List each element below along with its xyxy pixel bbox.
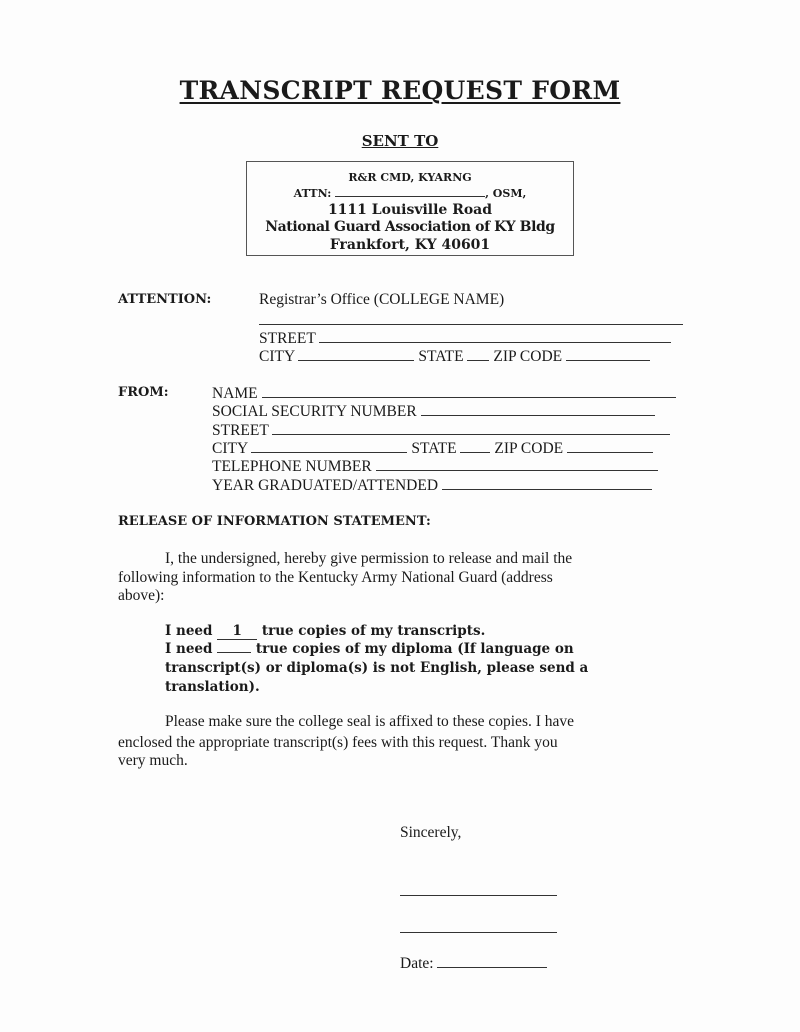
release-paragraph-line: following information to the Kentucky Army National Guard (address xyxy=(118,569,553,586)
address-line-4: National Guard Association of KY Bldg xyxy=(265,219,555,235)
attn-field[interactable] xyxy=(335,186,485,197)
attention-street-row xyxy=(259,329,671,348)
zip-label: ZIP CODE xyxy=(494,440,564,457)
zip-field[interactable] xyxy=(567,439,653,453)
phone-field[interactable] xyxy=(376,457,658,471)
diploma-note-line: transcript(s) or diploma(s) is not English, please send a xyxy=(165,660,589,676)
transcript-copies-field[interactable]: 1 xyxy=(217,624,257,640)
from-year-row xyxy=(212,476,652,495)
from-city-row xyxy=(212,439,653,458)
date-field[interactable] xyxy=(437,954,547,968)
transcript-copies-text: true copies of my transcripts. xyxy=(261,623,486,639)
year-label: YEAR GRADUATED/ATTENDED xyxy=(212,477,439,494)
attn-suffix: , OSM, xyxy=(485,187,527,200)
year-field[interactable] xyxy=(442,476,652,490)
street-field[interactable] xyxy=(272,421,670,435)
from-label: FROM: xyxy=(118,385,169,400)
street-label: STREET xyxy=(259,330,316,347)
release-heading: RELEASE OF INFORMATION STATEMENT: xyxy=(118,514,431,529)
state-label: STATE xyxy=(418,348,464,365)
name-field[interactable] xyxy=(262,384,676,398)
from-phone-row xyxy=(212,457,658,476)
date-row xyxy=(400,954,547,973)
date-label: Date: xyxy=(400,955,434,972)
page-title: TRANSCRIPT REQUEST FORM xyxy=(179,76,621,105)
attention-value: Registrar’s Office (COLLEGE NAME) xyxy=(259,291,505,308)
recipient-address-box xyxy=(246,161,574,256)
printed-name-field[interactable] xyxy=(400,932,557,933)
from-name-row xyxy=(212,384,676,403)
release-paragraph-line: I, the undersigned, hereby give permission to release and mail the xyxy=(165,550,573,567)
ssn-label: SOCIAL SECURITY NUMBER xyxy=(212,403,417,420)
name-label: NAME xyxy=(212,385,258,402)
need-label: I need xyxy=(165,641,213,657)
diploma-copies-row xyxy=(165,641,574,657)
transcript-copies-row xyxy=(165,623,485,640)
attention-city-field[interactable] xyxy=(298,347,414,361)
city-label: CITY xyxy=(212,440,248,457)
college-name-field[interactable] xyxy=(259,324,683,325)
attention-label: ATTENTION: xyxy=(118,292,212,307)
state-label: STATE xyxy=(411,440,457,457)
closing-paragraph-line: very much. xyxy=(118,752,188,769)
need-label: I need xyxy=(165,623,213,639)
from-ssn-row xyxy=(212,402,655,421)
attn-line xyxy=(247,186,573,200)
attn-label: ATTN: xyxy=(293,187,332,200)
diploma-copies-text: true copies of my diploma (If language on xyxy=(255,641,574,657)
signature-field[interactable] xyxy=(400,895,557,896)
address-line-5: Frankfort, KY 40601 xyxy=(329,237,491,253)
diploma-copies-field[interactable] xyxy=(217,641,251,653)
state-field[interactable] xyxy=(460,439,490,453)
phone-label: TELEPHONE NUMBER xyxy=(212,458,372,475)
attention-street-field[interactable] xyxy=(319,329,671,343)
street-label: STREET xyxy=(212,422,269,439)
from-street-row xyxy=(212,421,670,440)
ssn-field[interactable] xyxy=(421,402,655,416)
closing-paragraph-line: Please make sure the college seal is affixed to these copies. I have xyxy=(165,713,575,730)
sincerely-text: Sincerely, xyxy=(400,824,462,841)
attention-state-field[interactable] xyxy=(467,347,489,361)
city-field[interactable] xyxy=(251,439,407,453)
closing-paragraph-line: enclosed the appropriate transcript(s) fees with this request. Thank you xyxy=(118,734,558,751)
address-line-1: R&R CMD, KYARNG xyxy=(348,171,472,184)
address-line-3: 1111 Louisville Road xyxy=(327,202,493,218)
diploma-note-line: translation). xyxy=(165,679,260,695)
sent-to-heading: SENT TO xyxy=(361,132,439,150)
attention-zip-field[interactable] xyxy=(566,347,650,361)
city-label: CITY xyxy=(259,348,295,365)
attention-city-row xyxy=(259,347,650,366)
release-paragraph-line: above): xyxy=(118,587,165,604)
zip-label: ZIP CODE xyxy=(493,348,563,365)
